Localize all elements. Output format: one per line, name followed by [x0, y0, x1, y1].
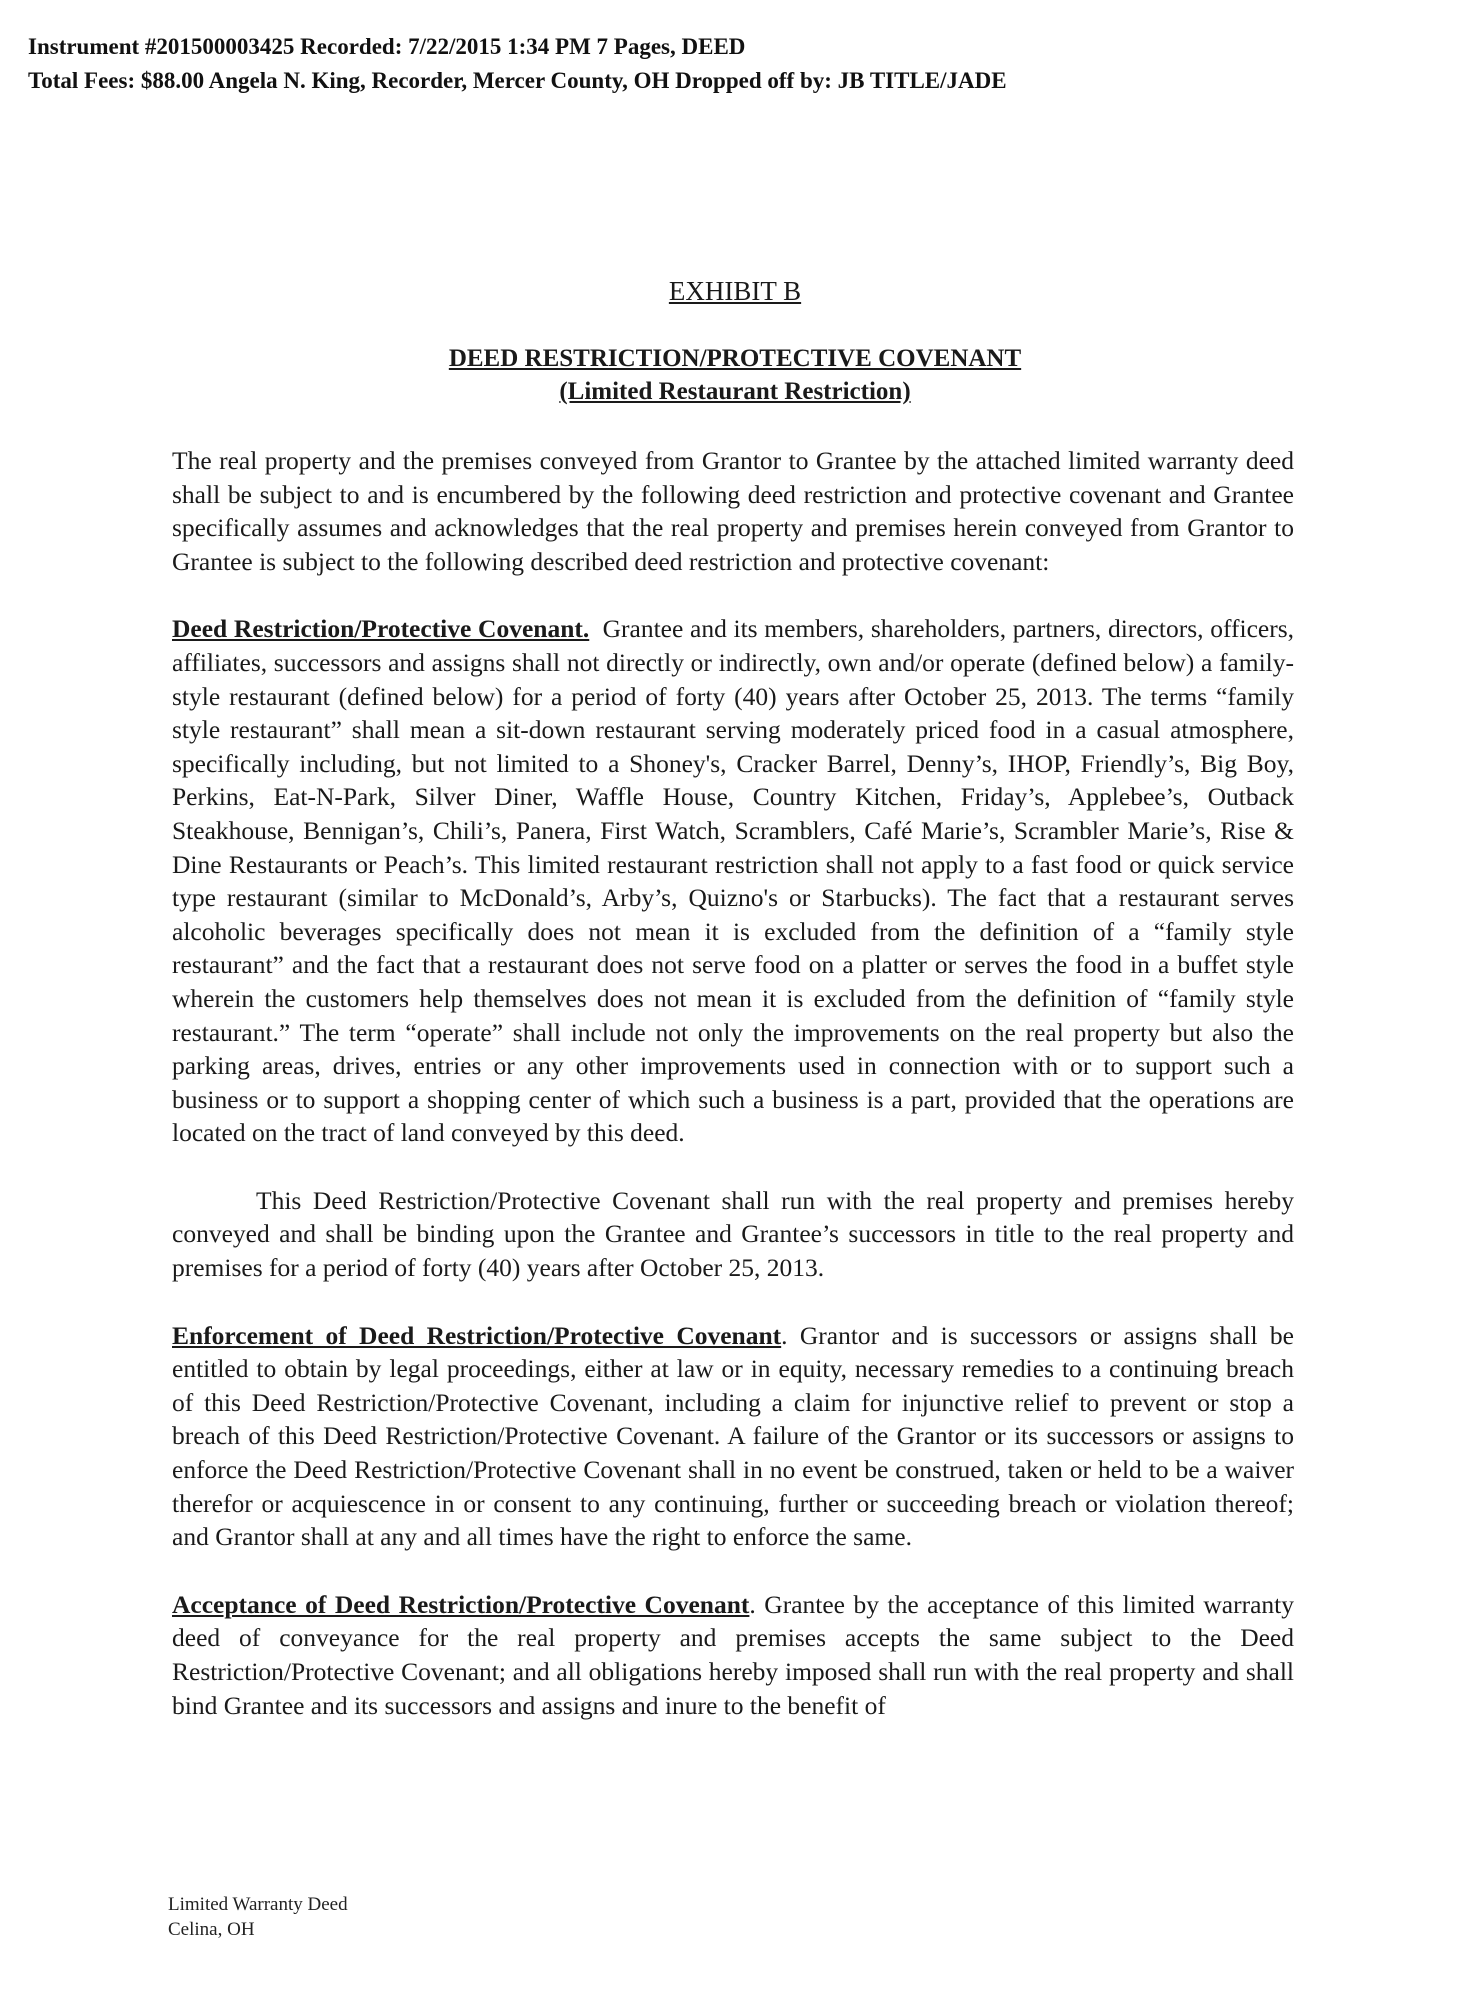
run-with-land-paragraph: This Deed Restriction/Protective Covenant shall run with the real property and premises hereby conveyed and shall be binding upon the Grantee and Grantee’s successors in title to the real property and premises for a period of forty (40) years after October 25, 2013. — [172, 1185, 1294, 1283]
acceptance-text: . Grantee by the acceptance of this limited warranty deed of conveyance for the real property and premises accepts the same subject to the Deed Restriction/Protective Covenant; and all obligations hereby imposed shall run with the real property and shall bind Grantee and its successors and assigns and inure to the benefit of — [172, 1589, 1294, 1720]
covenant-paragraph — [172, 612, 1294, 1150]
recording-header — [28, 30, 1228, 98]
enforcement-text: . Grantor and is successors or assigns shall be entitled to obtain by legal proceedings, either at law or in equity, necessary remedies to a continuing breach of this Deed Restriction/Protective Covenant, including a claim for injunctive relief to prevent or stop a breach of this Deed Restriction/Protective Covenant. A failure of the Grantor or its successors or assigns to enforce the Deed Restriction/Protective Covenant shall in no event be construed, taken or held to be a waiver therefor or acquiescence in or consent to any continuing, further or succeeding breach or violation thereof; and Grantor shall at any and all times have the right to enforce the same. — [172, 1320, 1294, 1552]
covenant-text: Grantee and its members, shareholders, partners, directors, officers, affiliates, successors and assigns shall not directly or indirectly, own and/or operate (defined below) a family-style restaurant (defined below) for a period of forty (40) years after October 25, 2013. The terms “family style restaurant” shall mean a sit-down restaurant serving moderately priced food in a casual atmosphere, specifically including, but not limited to a Shoney's, Cracker Barrel, Denny’s, IHOP, Friendly’s, Big Boy, Perkins, Eat-N-Park, Silver Diner, Waffle House, Country Kitchen, Friday’s, Applebee’s, Outback Steakhouse, Bennigan’s, Chili’s, Panera, First Watch, Scramblers, Café Marie’s, Scrambler Marie’s, Rise & Dine Restaurants or Peach’s. This limited restaurant restriction shall not apply to a fast food or quick service type restaurant (similar to McDonald’s, Arby’s, Quizno's or Starbucks). The fact that a restaurant serves alcoholic beverages specifically does not mean it is excluded from the definition of a “family style restaurant” and the fact that a restaurant does not serve food on a platter or serves the food in a buffet style wherein the customers help themselves does not mean it is excluded from the definition of “family style restaurant.” The term “operate” shall include not only the improvements on the real property but also the parking areas, drives, entries or any other improvements used in connection with or to support such a business or to support a shopping center of which such a business is a part, provided that the operations are located on the tract of land conveyed by this deed. — [172, 614, 1294, 1148]
footer-line-1: Limited Warranty Deed — [168, 1894, 348, 1915]
document-subtitle: (Limited Restaurant Restriction) — [559, 378, 911, 405]
footer-line-2: Celina, OH — [168, 1919, 255, 1940]
exhibit-title: EXHIBIT B — [668, 276, 802, 306]
document-title: DEED RESTRICTION/PROTECTIVE COVENANT — [448, 345, 1022, 372]
covenant-heading: Deed Restriction/Protective Covenant. — [172, 614, 590, 644]
document-body — [172, 444, 1294, 1722]
recording-header-line-1: Instrument #201500003425 Recorded: 7/22/2015 1:34 PM 7 Pages, DEED — [28, 34, 746, 59]
acceptance-paragraph — [172, 1588, 1294, 1722]
enforcement-heading: Enforcement of Deed Restriction/Protective Covenant — [172, 1320, 782, 1350]
enforcement-paragraph — [172, 1319, 1294, 1554]
acceptance-heading: Acceptance of Deed Restriction/Protective Covenant — [172, 1589, 750, 1619]
document-titles — [0, 342, 1470, 408]
recording-header-line-2: Total Fees: $88.00 Angela N. King, Recorder, Mercer County, OH Dropped off by: JB TITLE/JADE — [28, 68, 1007, 93]
page-footer — [168, 1892, 348, 1942]
intro-paragraph: The real property and the premises conveyed from Grantor to Grantee by the attached limited warranty deed shall be subject to and is encumbered by the following deed restriction and protective covenant and Grantee specifically assumes and acknowledges that the real property and premises herein conveyed from Grantor to Grantee is subject to the following described deed restriction and protective covenant: — [172, 446, 1294, 576]
